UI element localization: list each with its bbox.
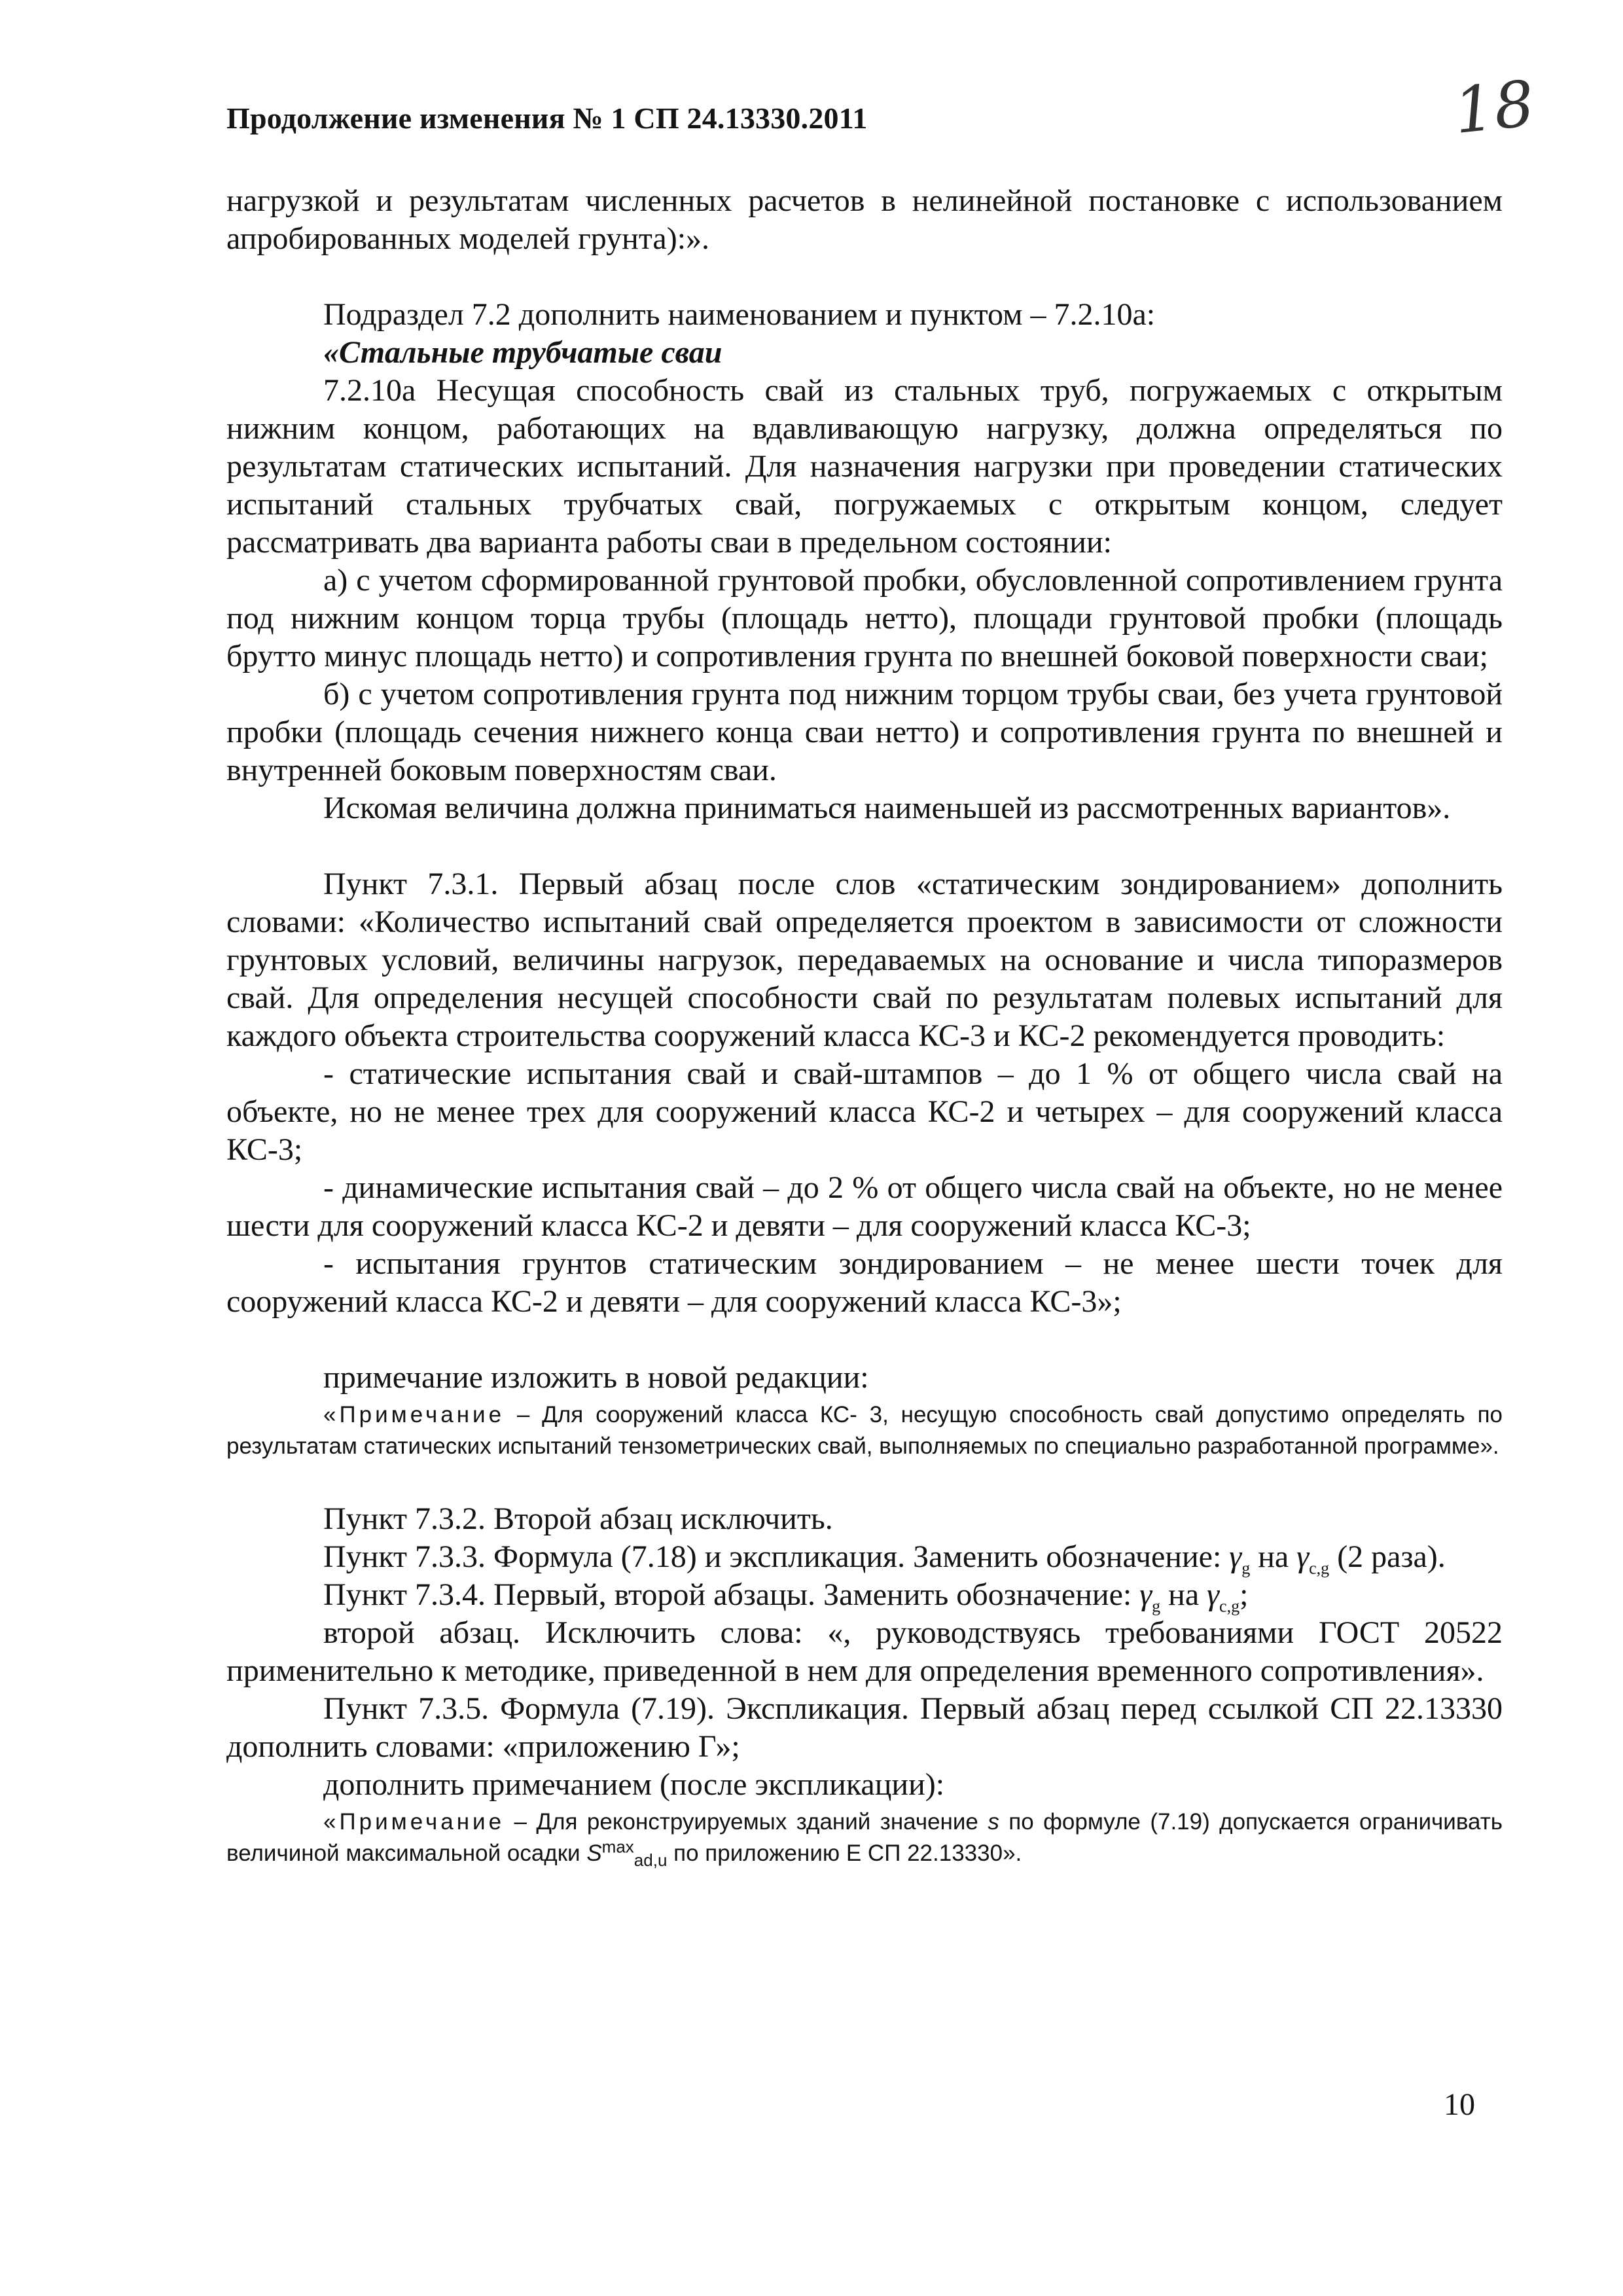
note-text: – Для сооружений класса КС- 3, несущую способность свай допустимо определять по результатам статических испытаний тензометрических свай, выполняемых по специально разработанной программе». [226,1402,1503,1459]
list-item: - динамические испытания свай – до 2 % от общего числа свай на объекте, но не менее шести для сооружений класса КС-2 и девяти – для сооружений класса КС-3; [226,1170,1503,1243]
list-item: - испытания грунтов статическим зондированием – не менее шести точек для сооружений класса КС-2 и девяти – для сооружений класса КС-3»; [226,1246,1503,1319]
note [226,1399,1503,1462]
paragraph [226,1538,1503,1576]
symbol: γ [1139,1577,1152,1612]
handwritten-page-number: 18 [1450,66,1538,149]
page-header-title: Продолжение изменения № 1 СП 24.13330.2011 [226,101,868,135]
note-text: по приложению Е СП 22.13330». [667,1840,1022,1866]
subscript: c,g [1309,1558,1330,1578]
note-text: по формуле (7.19) допускается ограничивать величиной максимальной осадки [226,1809,1503,1866]
note [226,1806,1503,1869]
note-label: «Примечание [323,1809,505,1835]
paragraph: дополнить примечанием (после экспликации): [323,1767,945,1802]
list-item: - статические испытания свай и свай-штампов – до 1 % от общего числа свай на объекте, но не менее трех для сооружений класса КС-2 и четырех – для сооружений класса КС-3; [226,1056,1503,1167]
symbol: S [586,1840,602,1866]
subscript: ad,u [633,1850,668,1870]
list-item: б) с учетом сопротивления грунта под нижним торцом трубы сваи, без учета грунтовой пробки (площадь сечения нижнего конца сваи нетто) и сопротивления грунта по внешней и внутренней боковым поверхностям сваи. [226,677,1503,787]
symbol: γ [1296,1539,1310,1574]
paragraph: Подраздел 7.2 дополнить наименованием и пунктом – 7.2.10а: [323,297,1156,332]
text-run: Пункт 7.3.3. Формула (7.18) и экспликация. Заменить обозначение: [323,1539,1230,1574]
subscript: c,g [1219,1596,1240,1616]
paragraph: нагрузкой и результатам численных расчетов в нелинейной постановке с использованием апробированных моделей грунта):». [226,183,1503,256]
paragraph [226,1576,1503,1614]
text-run: на [1250,1539,1297,1574]
paragraph: примечание изложить в новой редакции: [323,1360,869,1395]
subsection-heading: «Стальные трубчатые сваи [323,335,722,370]
note-text: – Для реконструируемых зданий значение [505,1809,988,1835]
paragraph: Искомая величина должна приниматься наименьшей из рассмотренных вариантов». [323,791,1451,825]
superscript: max [601,1837,634,1857]
paragraph: Пункт 7.3.1. Первый абзац после слов «статическим зондированием» дополнить словами: «Количество испытаний свай определяется проектом в зависимости от сложности грунтовых условий, величины нагрузок, передаваемых на основание и числа типоразмеров свай. Для определения несущей способности свай по результатам полевых испытаний для каждого объекта строительства сооружений класса КС-3 и КС-2 рекомендуется проводить: [226,867,1503,1053]
note-label: «Примечание [323,1402,505,1427]
symbol: s [988,1809,999,1835]
text-run: ; [1240,1577,1249,1612]
paragraph: Пункт 7.3.2. Второй абзац исключить. [323,1501,833,1536]
list-item: а) с учетом сформированной грунтовой пробки, обусловленной сопротивлением грунта под нижним концом торца трубы (площадь нетто), площади грунтовой пробки (площадь брутто минус площадь нетто) и сопротивления грунта по внешней боковой поверхности сваи; [226,563,1503,673]
symbol: γ [1229,1539,1242,1574]
paragraph: 7.2.10а Несущая способность свай из стальных труб, погружаемых с открытым нижним концом, работающих на вдавливающую нагрузку, должна определяться по результатам статических испытаний. Для назначения нагрузки при проведении статических испытаний стальных трубчатых свай, погружаемых с открытым концом, следует рассматривать два варианта работы сваи в предельном состоянии: [226,373,1503,560]
symbol: γ [1207,1577,1220,1612]
subscript: g [1152,1596,1161,1616]
document-body [226,182,1503,1869]
text-run: (2 раза). [1329,1539,1446,1574]
text-run: на [1160,1577,1207,1612]
paragraph: Пункт 7.3.5. Формула (7.19). Экспликация. Первый абзац перед ссылкой СП 22.13330 дополнить словами: «приложению Г»; [226,1691,1503,1764]
text-run: Пункт 7.3.4. Первый, второй абзацы. Заменить обозначение: [323,1577,1140,1612]
page-number: 10 [1444,2087,1475,2122]
subscript: g [1241,1558,1251,1578]
paragraph: второй абзац. Исключить слова: «, руководствуясь требованиями ГОСТ 20522 применительно к методике, приведенной в нем для определения временного сопротивления». [226,1615,1503,1688]
